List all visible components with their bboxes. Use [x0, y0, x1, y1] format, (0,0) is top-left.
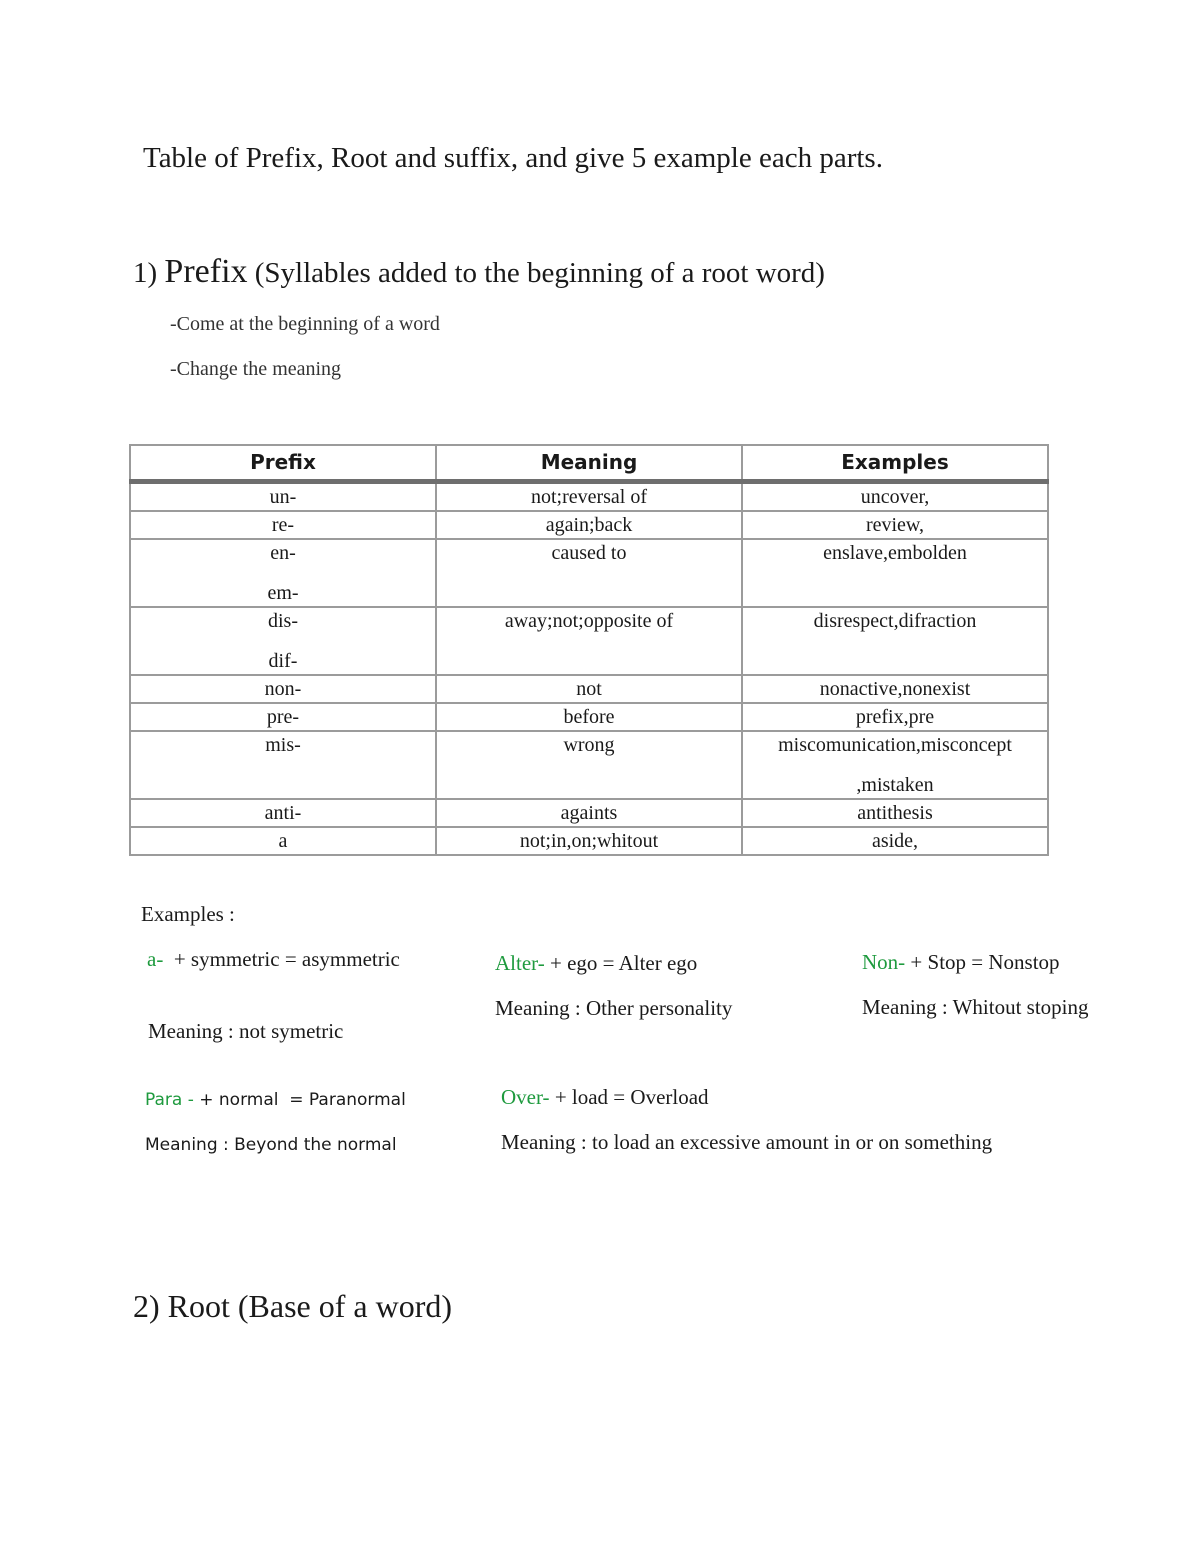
- section-title: Prefix: [164, 253, 248, 290]
- cell-examples: disrespect,difraction: [742, 607, 1048, 675]
- example-prefix: Para -: [145, 1090, 194, 1110]
- table-row: [130, 675, 1048, 703]
- cell-examples: review,: [742, 511, 1048, 539]
- example-meaning: Meaning : Whitout stoping: [862, 995, 1089, 1019]
- section-heading-root: 2) Root (Base of a word): [133, 1288, 453, 1324]
- cell-examples: miscomunication,misconcept ,mistaken: [742, 731, 1048, 799]
- example-meaning: Meaning : not symetric: [148, 1019, 344, 1043]
- cell-prefix: un-: [130, 482, 436, 512]
- example-equation: [147, 947, 400, 972]
- note-line: -Come at the beginning of a word: [170, 313, 440, 335]
- cell-prefix: re-: [130, 511, 436, 539]
- example-equation: [501, 1085, 709, 1110]
- table-row: [130, 482, 1048, 512]
- example-rest: + ego = Alter ego: [544, 951, 698, 975]
- examples-label: Examples :: [141, 902, 235, 926]
- example-prefix: Alter-: [495, 951, 545, 975]
- cell-examples: enslave,embolden: [742, 539, 1048, 607]
- example-meaning: Meaning : Beyond the normal: [145, 1135, 397, 1155]
- cell-meaning: againts: [436, 799, 742, 827]
- cell-prefix: anti-: [130, 799, 436, 827]
- cell-meaning: not;in,on;whitout: [436, 827, 742, 855]
- cell-examples: uncover,: [742, 482, 1048, 512]
- cell-meaning: before: [436, 703, 742, 731]
- cell-examples: antithesis: [742, 799, 1048, 827]
- example-prefix: Over-: [501, 1085, 550, 1109]
- note-line: -Change the meaning: [170, 358, 342, 380]
- table-row: [130, 607, 1048, 675]
- example-rest: + symmetric = asymmetric: [163, 947, 400, 971]
- prefix-table: [129, 444, 1049, 856]
- cell-prefix: mis-: [130, 731, 436, 799]
- table-row: [130, 511, 1048, 539]
- example-meaning: Meaning : to load an excessive amount in or on something: [501, 1130, 993, 1154]
- cell-prefix: pre-: [130, 703, 436, 731]
- cell-examples: nonactive,nonexist: [742, 675, 1048, 703]
- table-row: [130, 703, 1048, 731]
- cell-prefix: a: [130, 827, 436, 855]
- example-equation: [862, 950, 1060, 975]
- example-rest: + Stop = Nonstop: [905, 950, 1060, 974]
- cell-meaning: away;not;opposite of: [436, 607, 742, 675]
- cell-meaning: again;back: [436, 511, 742, 539]
- header-meaning: Meaning: [436, 445, 742, 482]
- cell-examples: aside,: [742, 827, 1048, 855]
- table-header-row: [130, 445, 1048, 482]
- section-subtitle: (Syllables added to the beginning of a root word): [254, 257, 825, 289]
- cell-prefix: en- em-: [130, 539, 436, 607]
- cell-examples: prefix,pre: [742, 703, 1048, 731]
- cell-meaning: wrong: [436, 731, 742, 799]
- table-row: [130, 799, 1048, 827]
- header-prefix: Prefix: [130, 445, 436, 482]
- example-equation: [145, 1090, 406, 1110]
- example-equation: [495, 951, 697, 976]
- header-examples: Examples: [742, 445, 1048, 482]
- example-prefix: a-: [147, 947, 164, 971]
- cell-meaning: caused to: [436, 539, 742, 607]
- cell-meaning: not;reversal of: [436, 482, 742, 512]
- page-title: Table of Prefix, Root and suffix, and give 5 example each parts.: [143, 142, 883, 174]
- section-heading-prefix: [133, 253, 825, 291]
- table-row: [130, 539, 1048, 607]
- cell-prefix: dis- dif-: [130, 607, 436, 675]
- table-row: [130, 731, 1048, 799]
- example-prefix: Non-: [862, 950, 906, 974]
- table-row: [130, 827, 1048, 855]
- example-rest: + load = Overload: [549, 1085, 709, 1109]
- example-meaning: Meaning : Other personality: [495, 996, 733, 1020]
- example-rest: + normal = Paranormal: [193, 1090, 406, 1110]
- cell-prefix: non-: [130, 675, 436, 703]
- cell-meaning: not: [436, 675, 742, 703]
- section-number: 1): [133, 257, 158, 289]
